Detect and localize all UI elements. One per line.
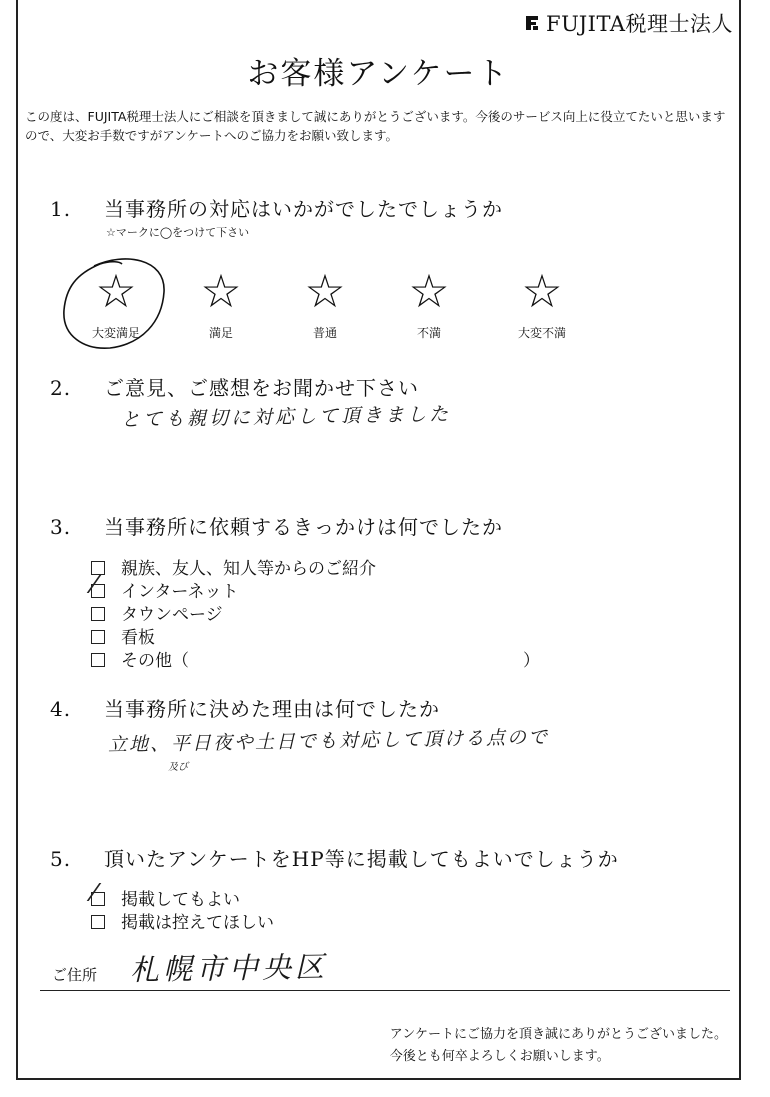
- q2-text: ご意見、ご感想をお聞かせ下さい: [104, 376, 419, 400]
- q3-other-close: ）: [523, 651, 540, 671]
- address-value[interactable]: 札幌市中央区: [129, 949, 329, 987]
- q3-option-5[interactable]: その他（: [91, 649, 189, 673]
- q5-option-2[interactable]: 掲載は控えてほしい: [91, 911, 274, 935]
- brand-name: FUJITA税理士法人: [546, 12, 733, 36]
- selection-circle-mark: [54, 252, 184, 362]
- q4-answer[interactable]: 立地、平日夜や土日でも対応して頂ける点ので: [107, 726, 550, 756]
- checkbox-checked[interactable]: [91, 584, 105, 598]
- footer-message: [390, 1024, 727, 1068]
- page-title: お客様アンケート: [247, 56, 510, 92]
- rating-star-4[interactable]: ☆: [408, 264, 450, 318]
- q2-answer[interactable]: とても親切に対応して頂きました: [120, 403, 452, 431]
- rating-star-5[interactable]: ☆: [521, 264, 563, 318]
- q5-question: [50, 843, 619, 872]
- q1-number: 1.: [50, 197, 72, 221]
- rating-label-1: 大変満足: [91, 326, 140, 340]
- rating-star-1[interactable]: ☆: [95, 264, 137, 318]
- q3-option-3[interactable]: タウンページ: [91, 603, 223, 627]
- q1-question: [50, 193, 503, 222]
- q5-number: 5.: [50, 847, 72, 871]
- q4-question: [50, 693, 440, 722]
- address-label: ご住所: [52, 966, 98, 984]
- q5-option-1[interactable]: 掲載してもよい: [91, 888, 240, 912]
- checkbox[interactable]: [91, 915, 105, 929]
- q2-question: [50, 372, 419, 401]
- rating-star-3[interactable]: ☆: [304, 264, 346, 318]
- address-underline: [40, 990, 730, 991]
- rating-label-3: 普通: [312, 326, 337, 340]
- q1-text: 当事務所の対応はいかがでしたでしょうか: [104, 197, 503, 221]
- q1-note: ☆マークに◯をつけて下さい: [106, 226, 250, 239]
- checkbox-checked[interactable]: [91, 892, 105, 906]
- q4-text: 当事務所に決めた理由は何でしたか: [104, 697, 440, 721]
- checkbox[interactable]: [91, 561, 105, 575]
- q4-answer-note: 及び: [167, 761, 189, 773]
- survey-sheet: [16, 0, 741, 1080]
- q3-option-2[interactable]: インターネット: [91, 580, 238, 604]
- q2-number: 2.: [50, 376, 72, 400]
- intro-text: この度は、FUJITA税理士法人にご相談を頂きまして誠にありがとうございます。今後のサービス向上に役立てたいと思いますので、大変お手数ですがアンケートへのご協力をお願い致します。: [25, 109, 726, 143]
- rating-label-4: 不満: [416, 326, 441, 340]
- rating-star-2[interactable]: ☆: [200, 264, 242, 318]
- checkbox[interactable]: [91, 653, 105, 667]
- q5-text: 頂いたアンケートをHP等に掲載してもよいでしょうか: [104, 847, 619, 871]
- q3-option-4[interactable]: 看板: [91, 626, 155, 650]
- q3-option-1[interactable]: 親族、友人、知人等からのご紹介: [91, 557, 376, 581]
- rating-label-2: 満足: [208, 326, 233, 340]
- rating-label-5: 大変不満: [517, 326, 566, 340]
- q3-text: 当事務所に依頼するきっかけは何でしたか: [104, 515, 503, 539]
- checkbox[interactable]: [91, 607, 105, 621]
- footer-line-1: アンケートにご協力を頂き誠にありがとうございました。: [389, 1027, 727, 1042]
- q3-question: [50, 511, 503, 540]
- brand: [524, 8, 733, 38]
- q3-number: 3.: [50, 515, 72, 539]
- checkbox[interactable]: [91, 630, 105, 644]
- footer-line-2: 今後とも何卒よろしくお願いします。: [389, 1049, 610, 1064]
- fujita-logo-icon: [524, 15, 540, 31]
- q4-number: 4.: [50, 697, 72, 721]
